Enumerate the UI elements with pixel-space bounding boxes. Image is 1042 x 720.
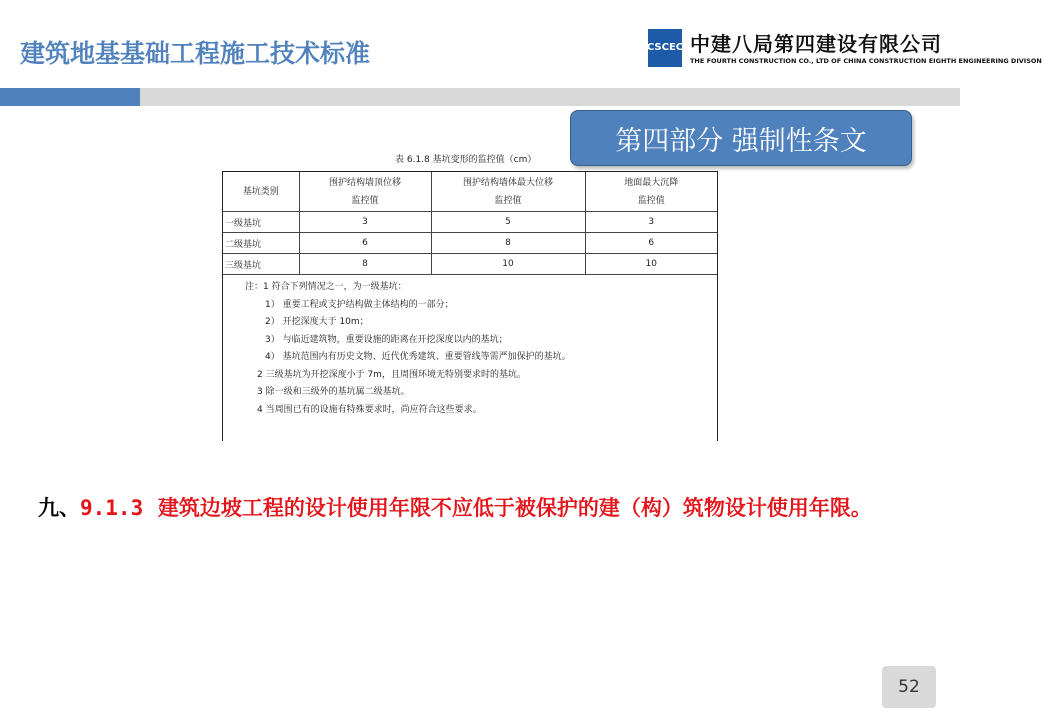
table-header-cell: 围护结构墙顶位移 监控值	[299, 172, 431, 212]
table-cell: 8	[431, 233, 585, 254]
clause-paragraph	[38, 486, 922, 530]
company-name-cn: 中建八局第四建设有限公司	[690, 32, 942, 56]
table-cell: 8	[299, 254, 431, 275]
table-cell: 一级基坑	[223, 212, 299, 233]
standard-table-image	[222, 171, 718, 441]
table-note: 2） 开挖深度大于 10m；	[265, 317, 369, 327]
document-title: 建筑地基基础工程施工技术标准	[20, 39, 371, 68]
table-note: 注：1 符合下列情况之一，为一级基坑：	[245, 282, 407, 292]
table-cell: 6	[585, 233, 717, 254]
table-note: 2 三级基坑为开挖深度小于 7m，且周围环境无特别要求时的基坑。	[257, 369, 526, 380]
table-header-cell: 基坑类别	[223, 172, 299, 212]
table-cell: 10	[431, 254, 585, 275]
table-cell: 5	[431, 212, 585, 233]
table-cell: 6	[299, 233, 431, 254]
section-badge: 第四部分 强制性条文	[570, 110, 912, 166]
company-name-en: THE FOURTH CONSTRUCTION CO., LTD OF CHINA CONSTRUCTION EIGHTH ENGINEERING DIVISON	[690, 57, 1042, 65]
table-cell: 3	[585, 212, 717, 233]
table-note: 4 当周围已有的设施有特殊要求时，尚应符合这些要求。	[257, 404, 482, 415]
table-row	[223, 212, 717, 233]
table-note: 4） 基坑范围内有历史文物、近代优秀建筑、重要管线等需严加保护的基坑。	[265, 352, 571, 362]
page-number: 52	[882, 666, 936, 708]
table-note: 3 除一级和三级外的基坑属二级基坑。	[257, 387, 410, 397]
table-cell: 三级基坑	[223, 254, 299, 275]
table-header-cell: 围护结构墙体最大位移 监控值	[431, 172, 585, 212]
table-caption: 表 6.1.8 基坑变形的监控值（cm）	[395, 155, 537, 165]
company-logo-icon: CSCEC	[648, 29, 682, 67]
table-header-cell: 地面最大沉降 监控值	[585, 172, 717, 212]
header-accent-band	[0, 88, 140, 106]
table-cell: 二级基坑	[223, 233, 299, 254]
table-note: 1） 重要工程或支护结构做主体结构的一部分；	[265, 299, 454, 310]
table-cell: 10	[585, 254, 717, 275]
clause-text: 建筑边坡工程的设计使用年限不应低于被保护的建（构）筑物设计使用年限。	[157, 496, 872, 520]
table-cell: 3	[299, 212, 431, 233]
table-note: 3） 与临近建筑物，重要设施的距离在开挖深度以内的基坑；	[265, 334, 508, 345]
table-header-row	[223, 172, 717, 212]
table-row	[223, 254, 717, 275]
table-row	[223, 233, 717, 254]
header-divider-band	[0, 88, 960, 106]
table-notes	[223, 275, 717, 419]
clause-prefix: 九、	[38, 496, 80, 520]
deformation-monitoring-table	[223, 172, 717, 275]
clause-number: 9.1.3	[80, 496, 144, 520]
